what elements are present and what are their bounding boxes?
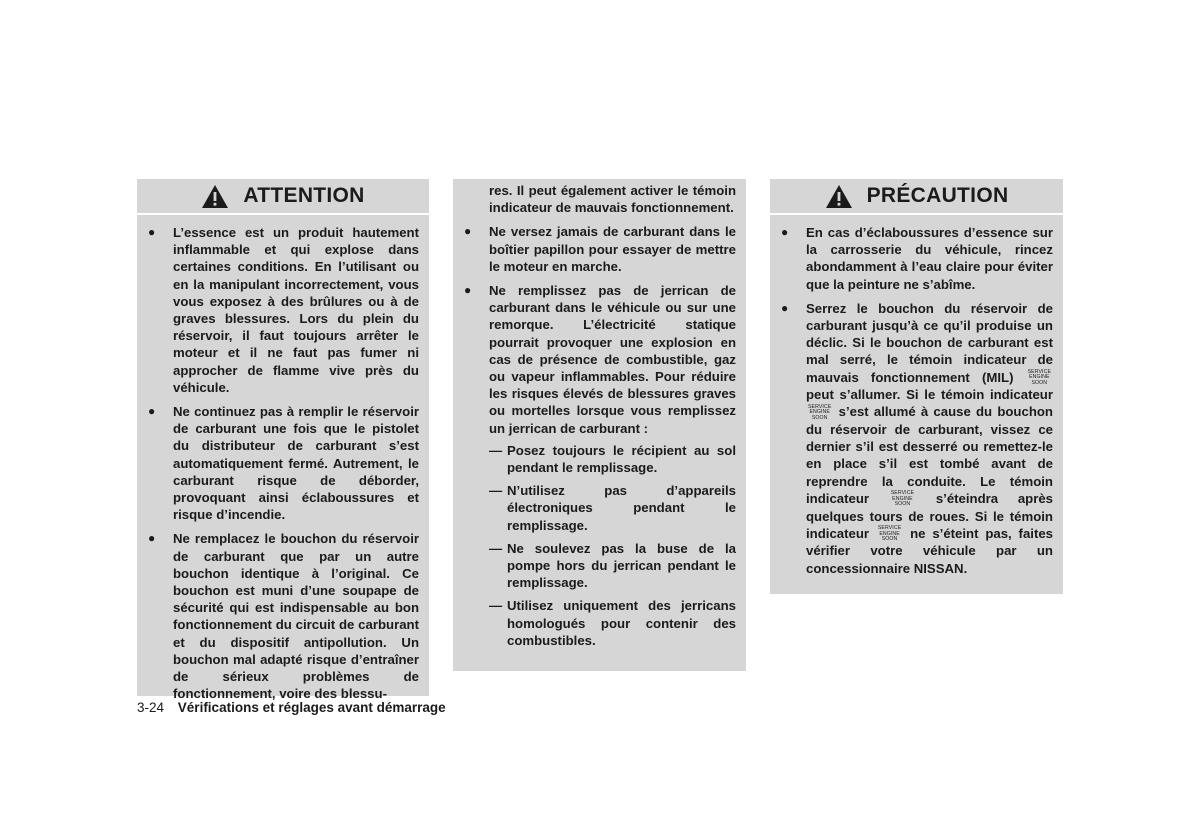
dash-item: — Utilisez uniquement des jerricans homologués pour contenir des combustibles. [489, 598, 736, 648]
list-item: ● En cas d’éclaboussures d’essence sur la carrosserie du véhicule, rincez abondamment à l’eau claire pour éviter que la peinture ne s’abîme. [781, 225, 1053, 292]
bullet-icon: ● [781, 300, 789, 315]
precaution-box [770, 179, 1063, 594]
attention-list [137, 224, 429, 702]
dash-list [489, 442, 736, 649]
dash-item: — N’utilisez pas d’appareils électroniques pendant le remplissage. [489, 483, 736, 533]
attention-box [137, 179, 429, 702]
precaution-list [770, 224, 1063, 577]
service-engine-soon-icon: SERVICE ENGINE SOON [890, 490, 915, 508]
warning-triangle-icon [201, 184, 229, 209]
list-item: ● Ne versez jamais de carburant dans le boîtier papillon pour essayer de mettre le moteur en marche. [464, 224, 736, 274]
attention-continued-box [453, 179, 746, 671]
section-title: Vérifications et réglages avant démarrage [177, 700, 446, 715]
service-engine-soon-icon: SERVICE ENGINE SOON [877, 525, 902, 542]
dash-item: — Ne soulevez pas la buse de la pompe hors du jerrican pendant le remplissage. [489, 540, 736, 591]
list-item-continuation: res. Il peut également activer le témoin indicateur de mauvais fonctionnement. [489, 183, 736, 216]
page-number: 3-24 [137, 700, 165, 715]
bullet-icon: ● [148, 225, 156, 239]
bullet-icon: ● [464, 224, 472, 239]
bullet-icon: ● [148, 531, 156, 546]
service-engine-soon-icon: SERVICE ENGINE SOON [808, 403, 832, 421]
attention-title: ATTENTION [243, 184, 365, 207]
dash-item: — Posez toujours le récipient au sol pendant le remplissage. [489, 442, 736, 476]
continued-list [453, 182, 746, 649]
precaution-title: PRÉCAUTION [866, 184, 1009, 207]
precaution-header [770, 179, 1063, 215]
bullet-icon: ● [781, 225, 789, 239]
service-engine-soon-icon: SERVICE ENGINE SOON [1027, 369, 1052, 386]
bullet-icon: ● [464, 283, 472, 298]
warning-triangle-icon [825, 184, 853, 209]
list-item: ● Serrez le bouchon du réservoir de carburant jusqu’à ce qu’il produise un déclic. Si le bouchon de carburant est mal serré, le témoin indicateur de mauvais fonctionnement (MIL) SERVICE ENGINE SOON peut s’allumer. Si le témoin indicateur SERVICE ENGINE SOON s’est allumé à cause du bouchon du réservoir de carburant, vissez ce dernier s’il est desserré ou remettez-le en place s’il est tombé avant de reprendre la conduite. Le témoin indicateur SERVICE ENGINE SOON s’éteindra après quelques tours de roues. Si le témoin indicateur SERVICE ENGINE SOON ne s’éteint pas, faites vérifier votre véhicule par un concessionnaire NISSAN. [781, 300, 1054, 576]
list-item: ● Ne remplissez pas de jerrican de carburant dans le véhicule ou sur une remorque. L’électricité statique pourrait provoquer une explosion en cas de présence de combustible, gaz ou vapeur inflammables. Pour réduire les risques élevés de blessures graves ou mortelles lorsque vous remplissez un jerrican de carburant : — Posez toujours le récipient au sol pendant le remplissage. — N’utilisez pas d’appareils électroniques pendant le remplissage. — Ne soulevez pas la buse de la pompe hors du jerrican pendant le remplissage. — Utilisez uniquement des jerricans homologués pour contenir des combustibles. [464, 283, 736, 648]
list-item: ● L’essence est un produit hautement inflammable et qui explose dans certaines conditions. En l’utilisant ou en la manipulant incorrectement, vous vous exposez à des brûlures ou à de graves blessures. Lors du plein du réservoir, il faut toujours arrêter le moteur et il ne faut pas fumer ni approcher de flamme vive près du véhicule. [148, 225, 419, 395]
attention-header [137, 179, 429, 215]
list-item: ● Ne continuez pas à remplir le réservoir de carburant une fois que le pistolet du distributeur de carburant s’est automatiquement fermé. Autrement, le carburant risque de déborder, provoquant ainsi éclaboussures et risque d’incendie. [148, 404, 419, 523]
bullet-icon: ● [148, 404, 156, 419]
list-item: ● Ne remplacez le bouchon du réservoir de carburant que par un autre bouchon identique à l’original. Ce bouchon est muni d’une soupape de sécurité qui est indispensable au bon fonctionnement du circuit de carburant et du dispositif antipollution. Un bouchon mal adapté risque d’entraîner de sérieux problèmes de fonctionnement, voire des blessu- [148, 531, 419, 702]
page-footer [137, 700, 446, 715]
